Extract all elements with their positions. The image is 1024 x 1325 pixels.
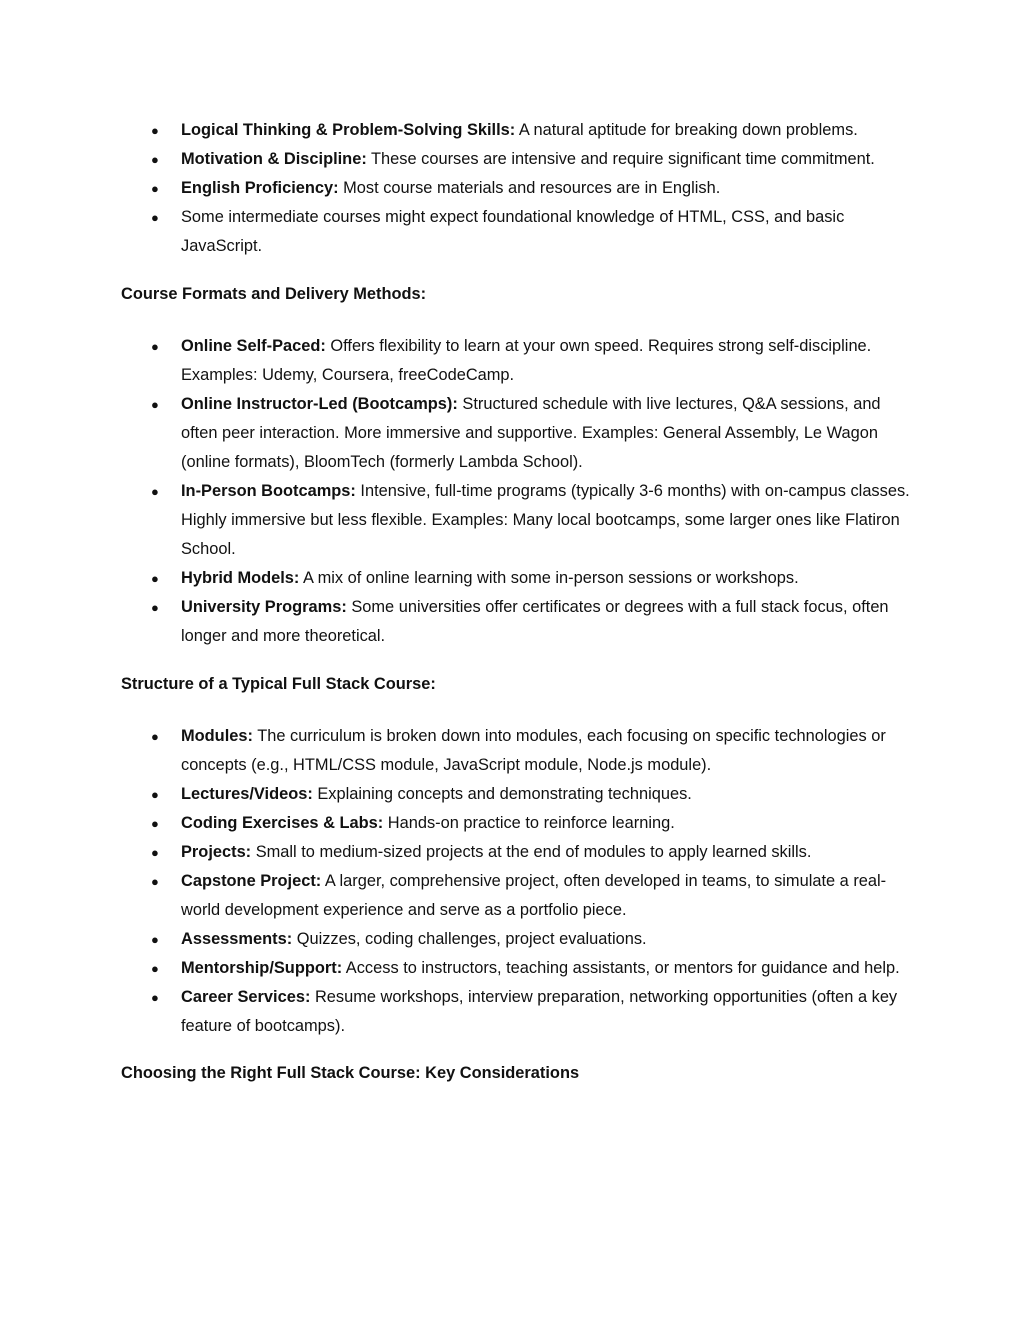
list-item bbox=[121, 390, 911, 477]
item-term: English Proficiency: bbox=[181, 179, 339, 197]
bullet-icon: ● bbox=[151, 961, 159, 976]
list-item bbox=[121, 174, 911, 203]
list-item bbox=[121, 145, 911, 174]
item-text: Intensive, full-time programs (typically 3-6 months) with on-campus classes. Highly immersive but less flexible. Examples: Many local bootcamps, some larger ones like Flatiron School. bbox=[181, 482, 910, 558]
item-term: Lectures/Videos: bbox=[181, 785, 313, 803]
list-item bbox=[121, 564, 911, 593]
item-text: Structured schedule with live lectures, Q&A sessions, and often peer interaction. More immersive and supportive. Examples: General Assembly, Le Wagon (online formats), BloomTech (formerly Lambda School). bbox=[181, 395, 881, 471]
item-text: Some universities offer certificates or degrees with a full stack focus, often longer and more theoretical. bbox=[181, 598, 889, 645]
item-text: Resume workshops, interview preparation, networking opportunities (often a key feature of bootcamps). bbox=[181, 988, 898, 1035]
section-heading-formats: Course Formats and Delivery Methods: bbox=[121, 285, 427, 303]
bullet-icon: ● bbox=[151, 339, 159, 354]
list-item bbox=[121, 983, 911, 1041]
item-text: These courses are intensive and require significant time commitment. bbox=[366, 150, 875, 168]
item-text: Hands-on practice to reinforce learning. bbox=[383, 814, 675, 832]
list-item bbox=[121, 477, 911, 564]
bullet-icon: ● bbox=[151, 600, 159, 615]
item-text: Small to medium-sized projects at the end of modules to apply learned skills. bbox=[251, 843, 812, 861]
bullet-icon: ● bbox=[151, 787, 159, 802]
bullet-icon: ● bbox=[151, 397, 159, 412]
list-item bbox=[121, 780, 911, 809]
bullet-icon: ● bbox=[151, 990, 159, 1005]
item-text: A larger, comprehensive project, often developed in teams, to simulate a real-world development experience and serve as a portfolio piece. bbox=[181, 872, 887, 919]
list-item bbox=[121, 954, 911, 983]
list-item bbox=[121, 116, 911, 145]
item-term: Career Services: bbox=[181, 988, 311, 1006]
item-text: Access to instructors, teaching assistants, or mentors for guidance and help. bbox=[342, 959, 900, 977]
item-text: A mix of online learning with some in-person sessions or workshops. bbox=[299, 569, 799, 587]
bullet-icon: ● bbox=[151, 874, 159, 889]
item-term: Modules: bbox=[181, 727, 253, 745]
item-text: Explaining concepts and demonstrating techniques. bbox=[312, 785, 692, 803]
bullet-icon: ● bbox=[151, 210, 159, 225]
list-item bbox=[121, 809, 911, 838]
list-item bbox=[121, 203, 911, 261]
item-term: Assessments: bbox=[181, 930, 293, 948]
item-term: Mentorship/Support: bbox=[181, 959, 343, 977]
item-term: Motivation & Discipline: bbox=[181, 150, 367, 168]
formats-list bbox=[121, 332, 911, 651]
item-term: Online Self-Paced: bbox=[181, 337, 326, 355]
bullet-icon: ● bbox=[151, 484, 159, 499]
bullet-icon: ● bbox=[151, 845, 159, 860]
item-term: Hybrid Models: bbox=[181, 569, 300, 587]
list-item bbox=[121, 722, 911, 780]
bullet-icon: ● bbox=[151, 123, 159, 138]
structure-list bbox=[121, 722, 911, 1041]
item-term: Projects: bbox=[181, 843, 252, 861]
list-item bbox=[121, 867, 911, 925]
list-item bbox=[121, 925, 911, 954]
item-text: Offers flexibility to learn at your own speed. Requires strong self-discipline. Examples: Udemy, Coursera, freeCodeCamp. bbox=[181, 337, 872, 384]
list-item bbox=[121, 332, 911, 390]
list-item bbox=[121, 593, 911, 651]
bullet-icon: ● bbox=[151, 729, 159, 744]
item-text: The curriculum is broken down into modules, each focusing on specific technologies or concepts (e.g., HTML/CSS module, JavaScript module, Node.js module). bbox=[181, 727, 886, 774]
section-heading-choosing: Choosing the Right Full Stack Course: Key Considerations bbox=[121, 1064, 580, 1082]
bullet-icon: ● bbox=[151, 816, 159, 831]
item-text: Some intermediate courses might expect foundational knowledge of HTML, CSS, and basic JavaScript. bbox=[181, 208, 845, 255]
item-term: University Programs: bbox=[181, 598, 347, 616]
item-text: Most course materials and resources are in English. bbox=[338, 179, 721, 197]
prerequisites-list bbox=[121, 116, 911, 261]
item-term: Capstone Project: bbox=[181, 872, 322, 890]
item-term: In-Person Bootcamps: bbox=[181, 482, 356, 500]
bullet-icon: ● bbox=[151, 152, 159, 167]
item-term: Online Instructor-Led (Bootcamps): bbox=[181, 395, 458, 413]
bullet-icon: ● bbox=[151, 181, 159, 196]
item-text: A natural aptitude for breaking down problems. bbox=[515, 121, 858, 139]
item-text: Quizzes, coding challenges, project evaluations. bbox=[292, 930, 647, 948]
item-term: Coding Exercises & Labs: bbox=[181, 814, 384, 832]
bullet-icon: ● bbox=[151, 932, 159, 947]
bullet-icon: ● bbox=[151, 571, 159, 586]
list-item bbox=[121, 838, 911, 867]
item-term: Logical Thinking & Problem-Solving Skills: bbox=[181, 121, 516, 139]
section-heading-structure: Structure of a Typical Full Stack Course: bbox=[121, 675, 436, 693]
document-content bbox=[121, 116, 911, 1088]
